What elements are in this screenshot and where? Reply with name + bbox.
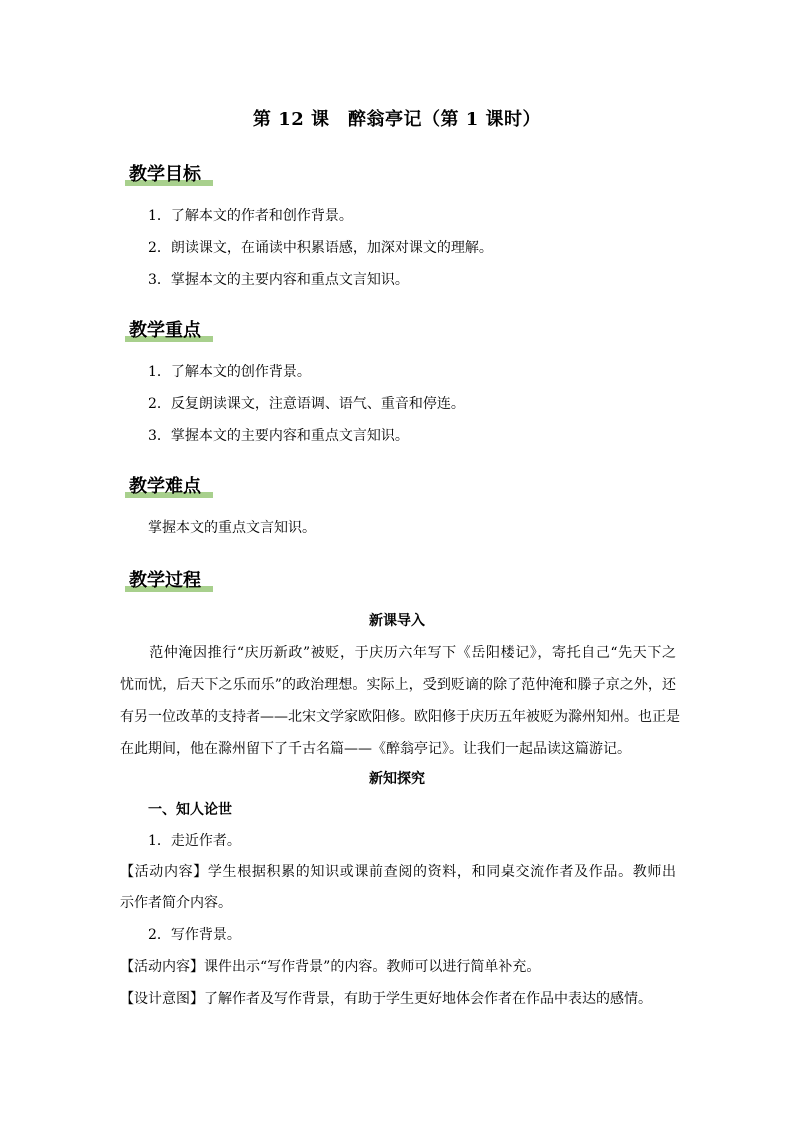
activity-tag: 【活动内容】 (120, 959, 204, 975)
design-tag: 【设计意图】 (120, 991, 204, 1007)
section-heading-goals (125, 160, 217, 186)
activity-tag: 【活动内容】 (120, 864, 208, 880)
design-text: 了解作者及写作背景，有助于学生更好地体会作者在作品中表达的感情。 (204, 991, 652, 1007)
section-heading-focus (125, 316, 217, 342)
difficulty-item-1: 掌握本文的重点文言知识。 (148, 520, 316, 536)
section-heading-difficulty (125, 472, 217, 498)
goal-item-1: 1．了解本文的作者和创作背景。 (148, 208, 353, 224)
section-heading-text: 教学难点 (129, 476, 201, 497)
activity-text: 课件出示“写作背景”的内容。教师可以进行简单补充。 (204, 959, 541, 975)
intro-paragraph-line: 范仲淹因推行“庆历新政”被贬，于庆历六年写下《岳阳楼记》，寄托自己“先天下之 (120, 645, 676, 661)
design-intent-line (120, 989, 652, 1009)
step-1: 1．走近作者。 (148, 833, 241, 849)
subheading-explore: 新知探究 (369, 771, 425, 787)
activity-text: 学生根据积累的知识或课前查阅的资料，和同桌交流作者及作品。教师出 (207, 864, 677, 880)
focus-item-1: 1．了解本文的创作背景。 (148, 364, 311, 380)
section-heading-text: 教学重点 (129, 320, 201, 341)
goal-item-2: 2．朗读课文，在诵读中积累语感，加深对课文的理解。 (148, 240, 493, 256)
step-2: 2．写作背景。 (148, 927, 241, 943)
subheading-intro: 新课导入 (369, 613, 425, 629)
activity-1-line: 示作者简介内容。 (120, 895, 232, 911)
goal-item-3: 3．掌握本文的主要内容和重点文言知识。 (148, 272, 409, 288)
intro-paragraph-line: 忧而忧，后天下之乐而乐”的政治理想。实际上，受到贬谪的除了范仲淹和滕子京之外，还 (120, 677, 676, 693)
intro-paragraph-line: 在此期间，他在滁州留下了千古名篇——《醉翁亭记》。让我们一起品读这篇游记。 (120, 741, 631, 757)
page-title: 第 12 课 醉翁亭记（第 1 课时） (252, 109, 542, 130)
activity-2-line (120, 957, 540, 977)
section-heading-text: 教学目标 (129, 164, 201, 185)
intro-paragraph-line: 有另一位改革的支持者——北宋文学家欧阳修。欧阳修于庆历五年被贬为滁州知州。也正是 (120, 709, 680, 725)
section-heading-text: 教学过程 (129, 570, 201, 591)
part1-title: 一、知人论世 (148, 802, 232, 818)
focus-item-2: 2．反复朗读课文，注意语调、语气、重音和停连。 (148, 396, 465, 412)
section-heading-process (125, 566, 217, 592)
activity-1-line (120, 862, 676, 882)
focus-item-3: 3．掌握本文的主要内容和重点文言知识。 (148, 428, 409, 444)
